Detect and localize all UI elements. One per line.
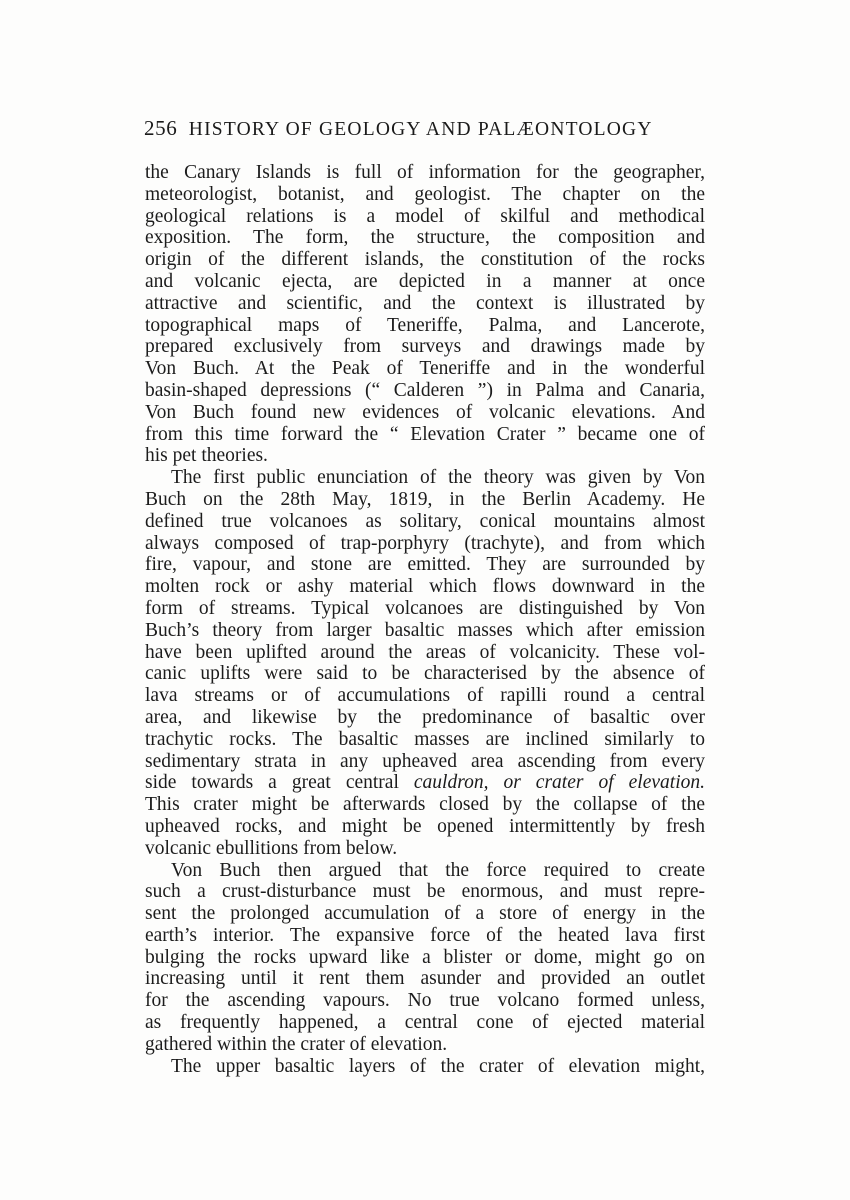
text-line: defined true volcanoes as solitary, conical mountains almost bbox=[145, 510, 705, 532]
text-line: bulging the rocks upward like a blister or dome, might go on bbox=[145, 946, 705, 968]
text-line: exposition. The form, the structure, the composition and bbox=[145, 227, 705, 249]
text-line: the Canary Islands is full of information for the geographer, bbox=[145, 162, 705, 183]
text-line: and volcanic ejecta, are depicted in a manner at once bbox=[145, 270, 705, 292]
text-line: origin of the different islands, the constitution of the rocks bbox=[145, 249, 705, 271]
text-line: his pet theories. bbox=[145, 445, 268, 467]
text-line: trachytic rocks. The basaltic masses are inclined similarly to bbox=[145, 728, 705, 750]
paragraph-4 bbox=[145, 1056, 705, 1078]
text-line: lava streams or of accumulations of rapilli round a central bbox=[145, 685, 705, 707]
text-line: Buch on the 28th May, 1819, in the Berlin Academy. He bbox=[145, 488, 705, 510]
text-line: as frequently happened, a central cone of ejected material bbox=[145, 1012, 705, 1034]
paragraph-2 bbox=[145, 467, 705, 859]
text-line: attractive and scientific, and the context is illustrated by bbox=[145, 292, 705, 314]
text-line: canic uplifts were said to be characterised by the absence of bbox=[145, 663, 705, 685]
text-line: The upper basaltic layers of the crater of elevation might, bbox=[171, 1055, 705, 1077]
text-line: have been uplifted around the areas of volcanicity. These vol- bbox=[145, 641, 705, 663]
text-line: for the ascending vapours. No true volcano formed unless, bbox=[145, 990, 705, 1012]
text-line: meteorologist, botanist, and geologist. The chapter on the bbox=[145, 183, 705, 205]
text-line: gathered within the crater of elevation. bbox=[145, 1033, 448, 1055]
text-line: Von Buch. At the Peak of Teneriffe and in the wonderful bbox=[145, 358, 705, 380]
text-line: The first public enunciation of the theory was given by Von bbox=[171, 467, 705, 489]
page-number: 256 bbox=[144, 116, 178, 140]
text-line: fire, vapour, and stone are emitted. They are surrounded by bbox=[145, 554, 705, 576]
running-title: HISTORY OF GEOLOGY AND PALÆONTOLOGY bbox=[188, 119, 653, 140]
text-line: from this time forward the “ Elevation Crater ” became one of bbox=[145, 423, 705, 445]
body-text bbox=[145, 162, 705, 1077]
text-line: prepared exclusively from surveys and drawings made by bbox=[145, 336, 705, 358]
text-line: topographical maps of Teneriffe, Palma, and Lancerote, bbox=[145, 314, 705, 336]
text-line: sent the prolonged accumulation of a store of energy in the bbox=[145, 903, 705, 925]
text-line: upheaved rocks, and might be opened intermittently by fresh bbox=[145, 815, 705, 837]
text-line: such a crust-disturbance must be enormous, and must repre- bbox=[145, 881, 705, 903]
text-line: form of streams. Typical volcanoes are distinguished by Von bbox=[145, 597, 705, 619]
text-line: Von Buch then argued that the force required to create bbox=[171, 859, 705, 881]
paragraph-3 bbox=[145, 860, 705, 1056]
emphasis-text: cauldron, or crater of elevation. bbox=[413, 772, 705, 794]
text-line: earth’s interior. The expansive force of the heated lava first bbox=[145, 924, 705, 946]
text-line: basin-shaped depressions (“ Calderen ”) in Palma and Canaria, bbox=[145, 379, 705, 401]
text-line: volcanic ebullitions from below. bbox=[145, 837, 398, 859]
paragraph-1 bbox=[145, 162, 705, 467]
text-line: sedimentary strata in any upheaved area ascending from every bbox=[145, 750, 705, 772]
running-head bbox=[144, 116, 714, 141]
text-line-with-emphasis bbox=[145, 772, 705, 794]
text-line: increasing until it rent them asunder and provided an outlet bbox=[145, 968, 705, 990]
text-line: always composed of trap-porphyry (trachyte), and from which bbox=[145, 532, 705, 554]
text-line: molten rock or ashy material which flows downward in the bbox=[145, 576, 705, 598]
text-line: This crater might be afterwards closed by the collapse of the bbox=[145, 794, 705, 816]
text-line: Von Buch found new evidences of volcanic elevations. And bbox=[145, 401, 705, 423]
text-line: geological relations is a model of skilful and methodical bbox=[145, 205, 705, 227]
text-fragment: side towards a great central bbox=[145, 772, 414, 794]
text-line: area, and likewise by the predominance of basaltic over bbox=[145, 706, 705, 728]
text-line: Buch’s theory from larger basaltic masses which after emission bbox=[145, 619, 705, 641]
